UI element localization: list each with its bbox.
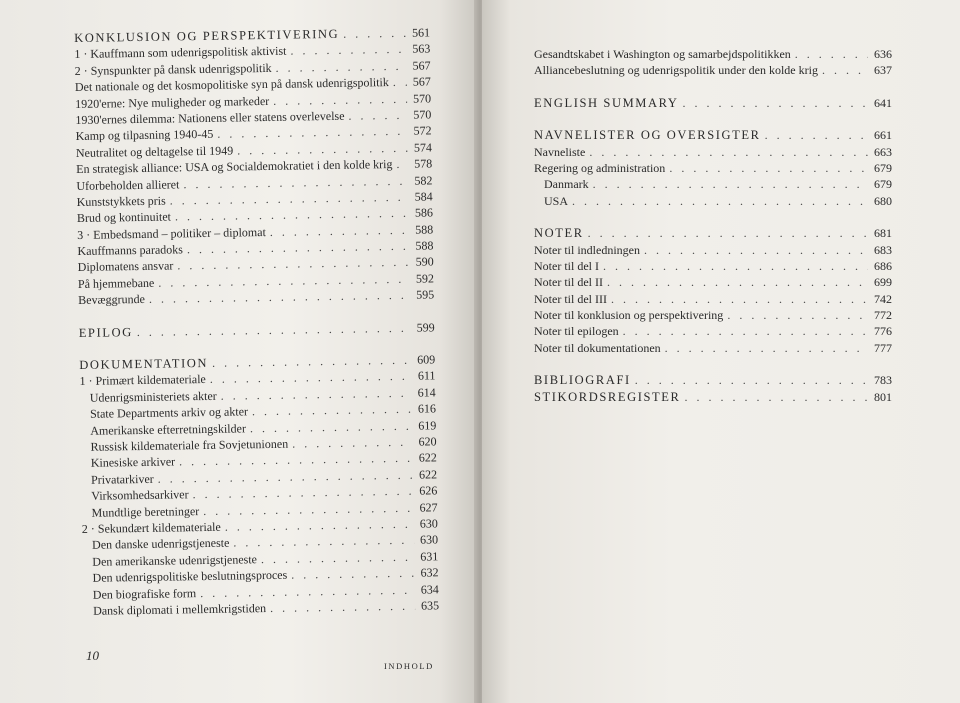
dot-leader — [607, 274, 868, 290]
toc-left — [74, 24, 439, 619]
toc-entry-page: 742 — [874, 291, 892, 306]
toc-entry — [534, 176, 892, 192]
toc-section-entry — [534, 225, 892, 241]
toc-entry-title: Kunststykkets pris — [76, 193, 166, 209]
dot-leader — [292, 434, 413, 452]
toc-section-entry — [534, 389, 892, 405]
toc-entry-title: USA — [544, 193, 569, 208]
toc-entry-page: 631 — [420, 549, 439, 564]
toc-entry — [534, 62, 892, 78]
toc-entry-page: 592 — [415, 271, 435, 286]
toc-entry-page: 595 — [416, 287, 435, 302]
toc-entry-page: 619 — [418, 417, 437, 433]
toc-entry — [534, 46, 892, 62]
dot-leader — [588, 225, 868, 241]
toc-entry-page: 686 — [874, 258, 892, 273]
toc-entry — [534, 323, 892, 339]
toc-entry — [534, 144, 892, 160]
toc-entry-title: Noter til konklusion og perspektivering — [534, 308, 724, 323]
dot-leader — [290, 41, 406, 59]
toc-entry-page: 680 — [874, 193, 892, 208]
toc-entry-title: Noter til del II — [534, 275, 603, 290]
toc-entry-page: 561 — [411, 25, 431, 40]
toc-entry-title: NAVNELISTER OG OVERSIGTER — [534, 128, 761, 143]
toc-entry-title: 3 · Embedsmand – politiker – diplomat — [77, 224, 266, 242]
toc-entry-page: 663 — [874, 144, 892, 159]
toc-entry-page: 588 — [415, 222, 434, 237]
toc-entry-title: EPILOG — [78, 324, 133, 340]
toc-entry-page: 679 — [874, 160, 892, 175]
toc-entry-page: 582 — [414, 172, 433, 188]
toc-entry-title: DOKUMENTATION — [79, 355, 209, 372]
toc-entry-title: State Departments arkiv og akter — [89, 404, 249, 421]
toc-entry — [534, 193, 892, 209]
toc-entry-page: 699 — [874, 275, 892, 290]
toc-entry-page: 632 — [420, 565, 439, 580]
toc-entry-title: Gesandtskabet i Washington og samarbejdspolitikken — [534, 47, 791, 61]
toc-entry — [534, 307, 892, 323]
toc-entry — [534, 242, 892, 258]
toc-entry-title: Virksomhedsarkiver — [91, 487, 189, 503]
left-page — [0, 0, 478, 703]
dot-leader — [593, 176, 868, 192]
right-page — [482, 0, 960, 703]
toc-entry-title: NOTER — [534, 226, 584, 241]
toc-entry-page: 588 — [415, 238, 434, 253]
toc-entry-title: Mundtlige beretninger — [91, 503, 200, 520]
dot-leader — [669, 160, 868, 176]
dot-leader — [291, 565, 415, 583]
toc-entry-title: Noter til dokumentationen — [534, 340, 661, 355]
toc-spacer — [534, 79, 892, 95]
toc-entry-page: 772 — [874, 308, 892, 323]
dot-leader — [603, 258, 868, 274]
toc-entry-title: Noter til indledningen — [534, 242, 640, 257]
toc-entry-page: 636 — [874, 47, 892, 61]
toc-entry-title: Kamp og tilpasning 1940-45 — [75, 127, 214, 144]
toc-entry-page: 614 — [417, 385, 436, 400]
dot-leader — [727, 307, 868, 323]
toc-entry-title: Den danske udenrigstjeneste — [91, 535, 230, 553]
toc-entry-title: 1 · Primært kildemateriale — [79, 372, 206, 389]
toc-entry-title: Diplomatens ansvar — [77, 258, 174, 275]
toc-entry-title: Noter til del III — [534, 291, 607, 306]
toc-entry-title: Uforbeholden allieret — [76, 176, 180, 193]
toc-entry-title: Kinesiske arkiver — [90, 454, 176, 471]
toc-entry-title: Den biografiske form — [92, 585, 197, 602]
toc-entry-title: Privatarkiver — [90, 471, 154, 487]
toc-entry-page: 620 — [418, 434, 437, 449]
dot-leader — [795, 46, 868, 62]
toc-entry-title: 2 · Sekundært kildemateriale — [81, 519, 221, 536]
toc-entry-title: Den udenrigspolitiske beslutningsproces — [92, 567, 288, 585]
dot-leader — [684, 389, 868, 405]
dot-leader — [348, 107, 407, 124]
dot-leader — [765, 127, 868, 143]
toc-spacer — [534, 356, 892, 372]
toc-entry-title: KONKLUSION OG PERSPEKTIVERING — [74, 26, 340, 45]
toc-entry-title: Navneliste — [534, 144, 586, 159]
toc-entry-page: 578 — [414, 156, 433, 171]
toc-entry-title: Danmark — [544, 177, 589, 192]
dot-leader — [572, 193, 868, 209]
dot-leader — [589, 144, 868, 160]
toc-entry-page: 630 — [419, 516, 438, 531]
toc-right — [534, 46, 892, 405]
toc-entry-title: Noter til del I — [534, 258, 599, 273]
toc-entry-page: 683 — [874, 242, 892, 257]
dot-leader — [611, 291, 868, 307]
toc-entry — [534, 258, 892, 274]
dot-leader — [665, 340, 868, 356]
toc-entry-title: Brud og kontinuitet — [76, 209, 172, 226]
toc-entry — [534, 274, 892, 290]
toc-entry-title: En strategisk alliance: USA og Socialdemokratiet i den kolde krig — [76, 157, 393, 177]
dot-leader — [343, 25, 406, 42]
dot-leader — [393, 74, 407, 91]
toc-entry-title: STIKORDSREGISTER — [534, 389, 681, 404]
toc-entry-page: 570 — [413, 107, 432, 122]
toc-entry-page: 570 — [413, 90, 432, 106]
toc-entry-page: 567 — [412, 74, 431, 89]
toc-entry-page: 599 — [416, 320, 435, 335]
toc-entry-title: 2 · Synspunkter på dansk udenrigspolitik — [74, 60, 272, 78]
toc-entry-page: 584 — [414, 189, 433, 204]
page-number: 10 — [86, 648, 99, 663]
toc-entry-page: 783 — [874, 373, 892, 388]
toc-section-entry — [534, 127, 892, 143]
toc-entry-title: Russisk kildemateriale fra Sovjetunionen — [90, 436, 289, 454]
toc-entry — [534, 291, 892, 307]
toc-entry-page: 611 — [417, 368, 436, 384]
dot-leader — [270, 598, 415, 617]
toc-entry-page: 626 — [419, 483, 438, 498]
dot-leader — [822, 62, 868, 78]
toc-entry-page: 567 — [412, 58, 431, 73]
toc-entry-page: 637 — [874, 63, 892, 78]
toc-entry-page: 776 — [874, 324, 892, 339]
toc-entry-page: 616 — [417, 401, 437, 416]
toc-entry-page: 627 — [419, 499, 438, 515]
dot-leader — [683, 95, 868, 111]
toc-entry-page: 572 — [413, 123, 432, 139]
toc-entry-page: 630 — [419, 532, 439, 547]
toc-entry-title: Noter til epilogen — [534, 324, 619, 339]
toc-entry — [534, 160, 892, 176]
running-head: INDHOLD — [384, 661, 434, 671]
toc-entry-page: 679 — [874, 177, 892, 192]
toc-entry-page: 641 — [874, 95, 892, 110]
toc-section-entry — [534, 372, 892, 388]
toc-entry-title: Amerikanske efterretningskilder — [90, 420, 246, 438]
toc-entry-page: 635 — [420, 598, 440, 613]
toc-spacer — [534, 111, 892, 127]
toc-entry-page: 801 — [874, 389, 892, 404]
toc-entry-page: 634 — [420, 581, 439, 597]
toc-entry-title: 1 · Kauffmann som udenrigspolitisk aktivist — [74, 44, 287, 62]
toc-entry-title: Dansk diplomati i mellemkrigstiden — [93, 600, 267, 618]
toc-entry-title: 1920'erne: Nye muligheder og markeder — [75, 93, 270, 111]
toc-entry-page: 622 — [418, 467, 438, 482]
toc-entry-title: 1930'ernes dilemma: Nationens eller statens overlevelse — [75, 108, 345, 127]
toc-entry-title: Bevæggrunde — [78, 292, 146, 308]
toc-entry-page: 661 — [874, 128, 892, 143]
toc-entry-title: Udenrigsministeriets akter — [89, 388, 217, 405]
dot-leader — [623, 323, 868, 339]
toc-entry-title: BIBLIOGRAFI — [534, 373, 631, 388]
toc-entry — [534, 340, 892, 356]
toc-entry-title: Den amerikanske udenrigstjeneste — [92, 551, 258, 569]
toc-entry-page: 563 — [412, 41, 431, 57]
toc-entry-page: 574 — [413, 140, 432, 155]
toc-entry-title: Det nationale og det kosmopolitiske syn på dansk udenrigspolitik — [74, 75, 389, 95]
toc-section-entry — [534, 95, 892, 111]
toc-entry-page: 681 — [874, 226, 892, 241]
toc-entry-title: Neutralitet og deltagelse til 1949 — [75, 143, 234, 160]
toc-entry-title: Alliancebeslutning og udenrigspolitik under den kolde krig — [534, 63, 818, 78]
toc-entry-page: 590 — [415, 254, 434, 270]
toc-entry-title: Kauffmanns paradoks — [77, 242, 183, 259]
toc-entry-title: På hjemmebane — [77, 275, 155, 291]
toc-entry-title: ENGLISH SUMMARY — [534, 95, 679, 110]
toc-entry-page: 609 — [417, 352, 436, 367]
toc-entry-page: 586 — [414, 205, 434, 220]
dot-leader — [396, 156, 408, 173]
dot-leader — [635, 372, 868, 388]
toc-entry-page: 777 — [874, 340, 892, 355]
dot-leader — [644, 242, 868, 258]
toc-entry-title: Regering og administration — [534, 160, 666, 175]
toc-entry-page: 622 — [418, 450, 437, 466]
toc-spacer — [534, 209, 892, 225]
